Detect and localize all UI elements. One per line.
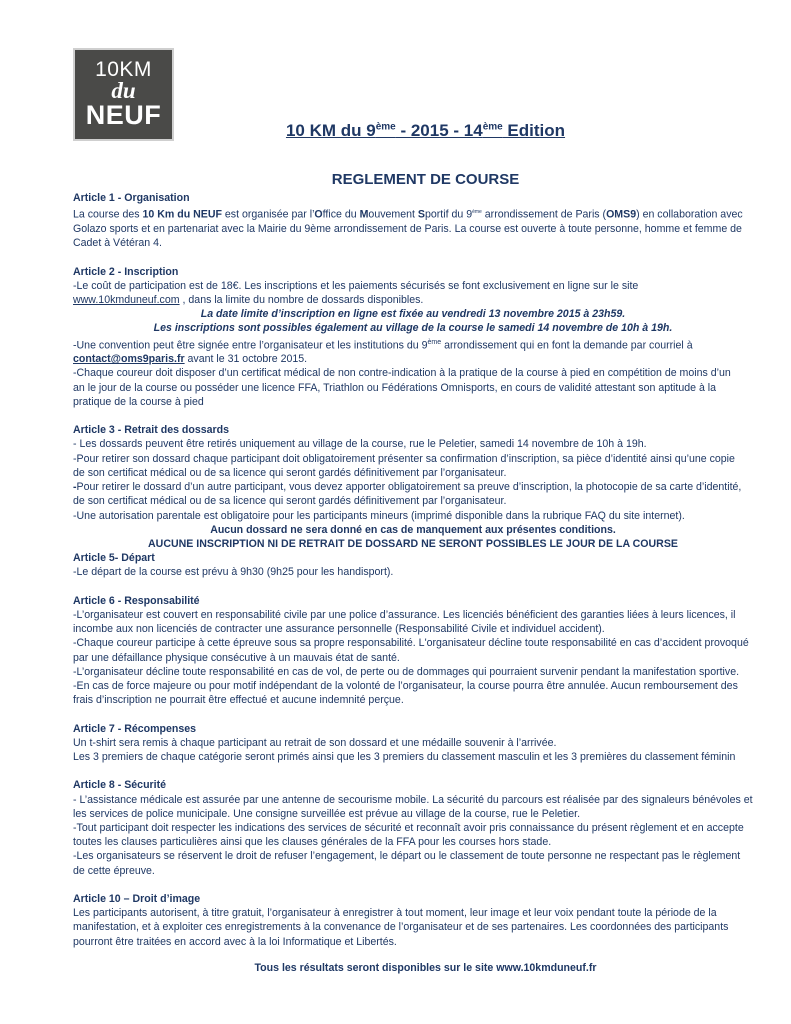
article-3-line-6: -Une autorisation parentale est obligatoire pour les participants mineurs (imprimé disponible dans la rubrique FAQ du site internet).: [73, 509, 685, 522]
title-part-3: Edition: [502, 121, 566, 140]
article-1-heading: Article 1 - Organisation: [73, 192, 190, 204]
article-6-line-2: incombe aux non licenciés de contracter une assurance personnelle (Responsabilité Civile et individuel accident).: [73, 623, 605, 636]
article-6-line-1: -L’organisateur est couvert en responsabilité civile par une police d’assurance. Les licenciés bénéficient des garanties liées à leurs licences, il: [73, 608, 736, 621]
article-8-line-2: les services de police municipale. Une consigne surveillée est prévue au village de la course, rue le Peletier.: [73, 807, 581, 820]
article-8-line-6: de cette épreuve.: [73, 864, 155, 877]
article-7-heading: Article 7 - Récompenses: [73, 722, 197, 735]
article-5-line-1: -Le départ de la course est prévu à 9h30 (9h25 pour les handisport).: [73, 566, 394, 579]
article-2-line-8: an le jour de la course ou posséder une licence FFA, Triathlon ou Fédérations Omnisports, en cours de validité attestant son aptitude à la: [73, 381, 717, 394]
article-1-line-2: Golazo sports et en partenariat avec la Mairie du 9ème arrondissement de Paris. La course est ouverte à toute personne, homme et femme de: [73, 222, 742, 235]
document-body: [73, 191, 753, 949]
title-sup-1: ème: [375, 121, 396, 133]
article-6-line-6: -En cas de force majeure ou pour motif indépendant de la volonté de l’organisateur, la course pourra être annulée. Aucun remboursement des: [73, 679, 738, 692]
article-10-line-2: manifestation, et à exploiter ces enregistrements à la convenance de l’organisateur et de ses partenaires. Les coordonnées des participants: [73, 921, 729, 934]
article-2-village: Les inscriptions sont possibles également au village de la course le samedi 14 novembre de 10h à 19h.: [153, 322, 673, 335]
article-8-line-1: - L’assistance médicale est assurée par une antenne de secourisme mobile. La sécurité du parcours est réalisée par des signaleurs bénévoles et: [73, 793, 753, 806]
logo-line-1: 10KM: [95, 58, 152, 81]
article-6-heading: Article 6 - Responsabilité: [73, 594, 200, 607]
article-2-line-2: www.10kmduneuf.com , dans la limite du nombre de dossards disponibles.: [73, 293, 424, 306]
article-2-line-9: pratique de la course à pied: [73, 395, 204, 408]
article-3-line-2: -Pour retirer son dossard chaque participant doit obligatoirement présenter sa confirmation d’inscription, sa pièce d’identité ainsi qu’une copie: [73, 452, 735, 465]
title-sup-2: ème: [482, 121, 503, 133]
article-8-line-5: -Les organisateurs se réservent le droit de refuser l’engagement, le départ ou le classement de toute personne ne respectant pas le règlement: [73, 850, 741, 863]
article-8-heading: Article 8 - Sécurité: [73, 779, 167, 792]
article-2-line-5: -Une convention peut être signée entre l’organisateur et les institutions du 9ème arrondissement qui en font la demande par courriel à: [73, 338, 693, 352]
article-2-line-1: -Le coût de participation est de 18€. Les inscriptions et les paiements sécurisés se font exclusivement en ligne sur le site: [73, 279, 639, 292]
logo-line-2: du: [111, 78, 136, 103]
article-3-line-4: -Pour retirer le dossard d’un autre participant, vous devez apporter obligatoirement sa preuve d’inscription, la photocopie de sa carte d’identité,: [73, 481, 742, 494]
article-7-line-1: Un t-shirt sera remis à chaque participant au retrait de son dossard et une médaille souvenir à l’arrivée.: [73, 736, 557, 749]
article-3-line-5: de son certificat médical ou de sa licence qui seront gardés définitivement par l’organisateur.: [73, 495, 507, 508]
article-1-line-1: La course des 10 Km du NEUF est organisée par l’Office du Mouvement Sportif du 9ème arrondissement de Paris (OMS9) en collaboration avec: [73, 208, 743, 221]
article-6-line-4: par une défaillance physique consécutive à un mauvais état de santé.: [73, 651, 400, 664]
page-title: [30, 121, 791, 141]
article-6-line-7: frais d’inscription ne pourrait être effectué et aucune indemnité perçue.: [73, 694, 404, 707]
title-part-1: 10 KM du 9: [285, 121, 376, 140]
email-link[interactable]: contact@oms9paris.fr: [73, 353, 185, 366]
website-link[interactable]: www.10kmduneuf.com: [73, 293, 180, 306]
article-3-warning-1: Aucun dossard ne sera donné en cas de manquement aux présentes conditions.: [210, 523, 616, 536]
article-3-heading: Article 3 - Retrait des dossards: [73, 424, 230, 437]
logo-line-3: NEUF: [85, 100, 162, 130]
article-2-heading: Article 2 - Inscription: [73, 265, 179, 278]
article-3-line-3: de son certificat médical ou de sa licence qui seront gardés définitivement par l’organisateur.: [73, 466, 507, 479]
article-1-line-3: Cadet à Vétéran 4.: [73, 237, 162, 250]
article-6-line-3: -Chaque coureur participe à cette épreuve sous sa propre responsabilité. L'organisateur décline toute responsabilité en cas d’accident provoqué: [73, 637, 749, 650]
footer-note: Tous les résultats seront disponibles sur le site www.10kmduneuf.fr: [254, 962, 597, 974]
page-subtitle: REGLEMENT DE COURSE: [331, 171, 520, 188]
article-6-line-5: -L’organisateur décline toute responsabilité en cas de vol, de perte ou de dommages qui pourraient survenir pendant la manifestation sportive.: [73, 665, 740, 678]
article-3-warning-2: AUCUNE INSCRIPTION NI DE RETRAIT DE DOSSARD NE SERONT POSSIBLES LE JOUR DE LA COURSE: [148, 537, 678, 550]
article-5-heading: Article 5- Départ: [73, 552, 155, 565]
article-3-line-1: - Les dossards peuvent être retirés uniquement au village de la course, rue le Peletier, samedi 14 novembre de 10h à 19h.: [73, 438, 647, 451]
article-2-line-7: -Chaque coureur doit disposer d’un certificat médical de non contre-indication à la pratique de la course à pied en compétition de moins d’un: [73, 367, 731, 380]
title-part-2: - 2015 - 14: [395, 121, 483, 140]
article-10-heading: Article 10 – Droit d’image: [73, 892, 201, 905]
article-2-deadline: La date limite d’inscription en ligne est fixée au vendredi 13 novembre 2015 à 23h59.: [200, 308, 626, 321]
article-10-line-3: pourront être traitées en accord avec à la loi Informatique et Libertés.: [73, 935, 397, 948]
article-8-line-3: -Tout participant doit respecter les indications des services de sécurité et reconnaît avoir pris connaissance du présent règlement et en accepte: [73, 821, 744, 834]
article-8-line-4: toutes les clauses particulières ainsi que les clauses générales de la FFA pour les courses hors stade.: [73, 836, 552, 849]
article-2-line-6: contact@oms9paris.fr avant le 31 octobre 2015.: [73, 353, 308, 366]
article-7-line-2: Les 3 premiers de chaque catégorie seront primés ainsi que les 3 premiers du classement masculin et les 3 premières du classement féminin: [73, 750, 736, 763]
article-10-line-1: Les participants autorisent, à titre gratuit, l’organisateur à enregistrer à tout moment, leur image et leur voix pendant toute la période de la: [73, 907, 717, 920]
